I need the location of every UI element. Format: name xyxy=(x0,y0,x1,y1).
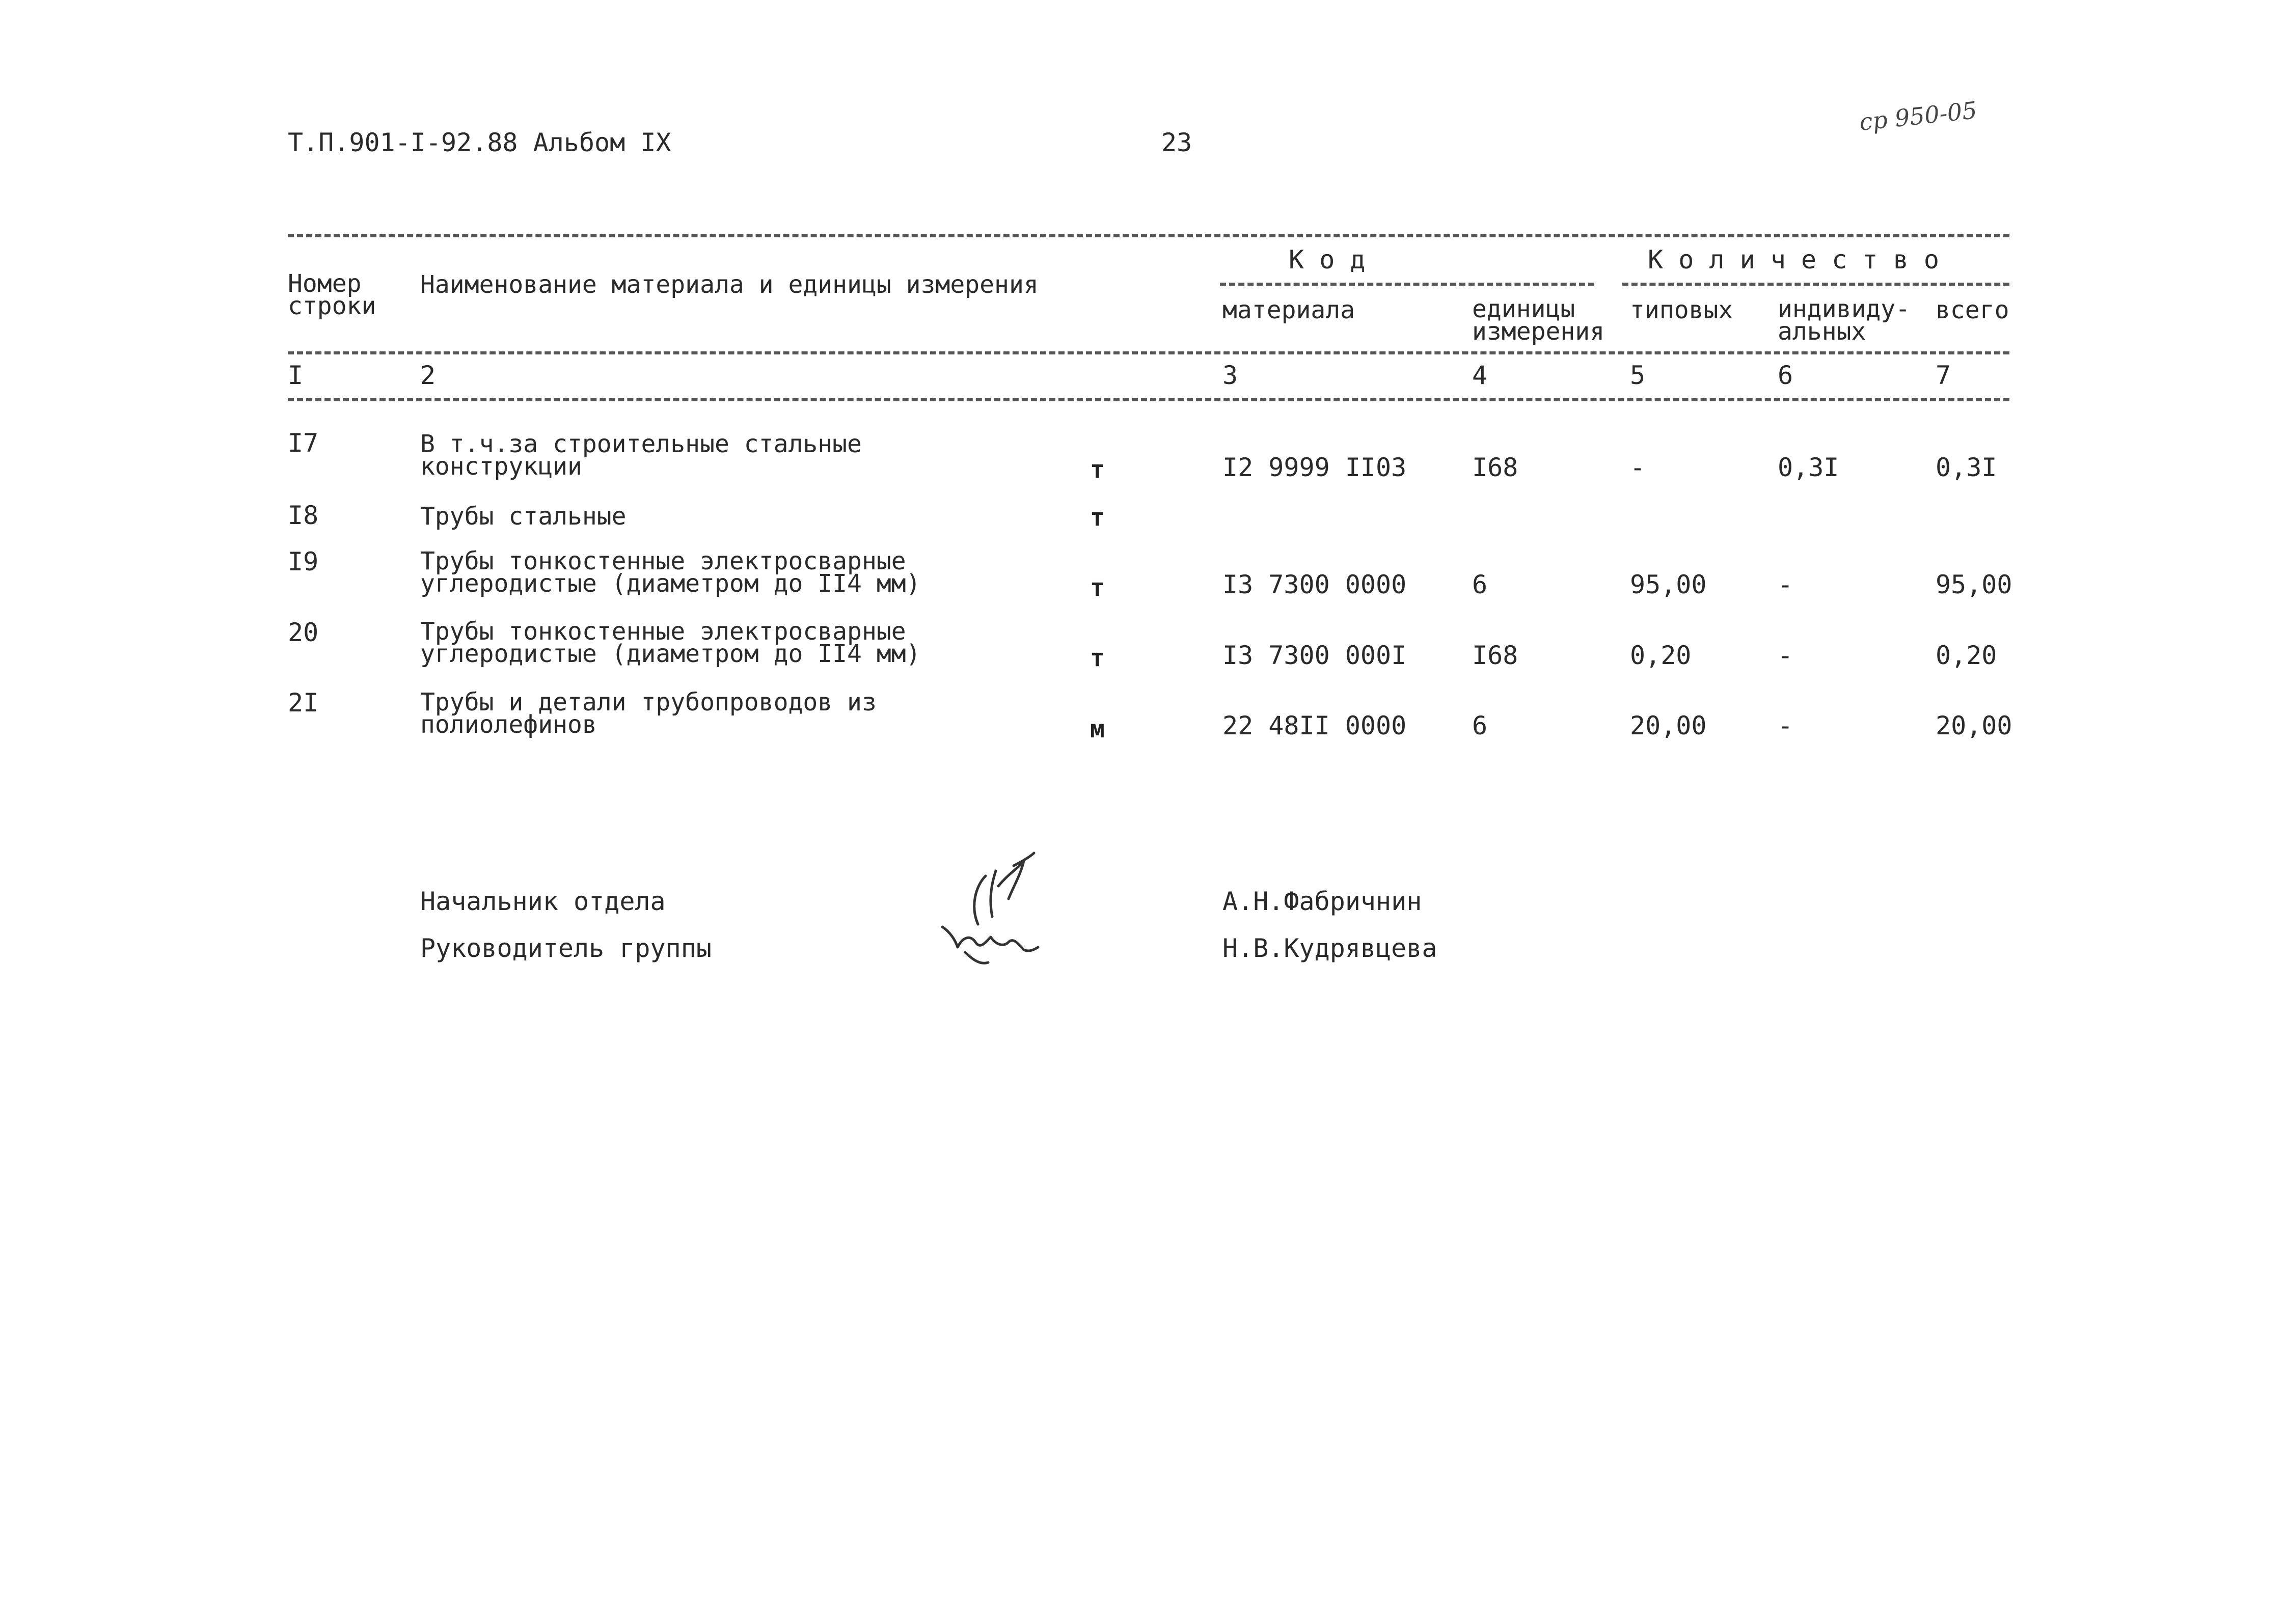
handwritten-signature-image xyxy=(927,850,1070,973)
column-number: 3 xyxy=(1222,361,1238,390)
header-qty-total: всего xyxy=(1936,296,2009,324)
row-unit: т xyxy=(1090,455,1105,484)
row-unit: т xyxy=(1090,644,1105,672)
row-total: 20,00 xyxy=(1936,711,2012,740)
header-code-unit: единицы измерения xyxy=(1472,295,1605,346)
column-number: 6 xyxy=(1778,361,1793,390)
handwritten-archive-note: ср 950-05 xyxy=(1858,96,1978,136)
row-material-code: I3 7300 0000 xyxy=(1222,570,1407,599)
row-total: 0,20 xyxy=(1936,641,1997,670)
row-typical: 20,00 xyxy=(1630,711,1707,740)
row-number: I8 xyxy=(288,501,319,530)
qty-group-rule xyxy=(1622,283,2009,286)
row-number: I9 xyxy=(288,547,319,576)
row-name: В т.ч.за строительные стальные конструкции xyxy=(420,430,862,481)
signature-name: Н.В.Кудрявцева xyxy=(1222,933,1437,963)
row-unit-code: I68 xyxy=(1472,641,1518,670)
row-material-code: I2 9999 II03 xyxy=(1222,453,1407,482)
row-unit: м xyxy=(1090,715,1105,744)
row-typical: 0,20 xyxy=(1630,641,1692,670)
row-unit-code: I68 xyxy=(1472,453,1518,482)
row-total: 0,3I xyxy=(1936,453,1997,482)
header-name: Наименование материала и единицы измерения xyxy=(420,270,1039,299)
row-number: 2I xyxy=(288,688,319,718)
row-individual: - xyxy=(1778,641,1793,670)
signature-position: Начальник отдела xyxy=(420,887,666,916)
table-top-rule xyxy=(288,234,2009,237)
code-group-rule xyxy=(1220,283,1594,286)
row-name: Трубы тонкостенные электросварные углеродистые (диаметром до II4 мм) xyxy=(420,547,921,598)
column-number: 5 xyxy=(1630,361,1646,390)
header-code-group: К о д xyxy=(1289,245,1366,274)
column-number: 2 xyxy=(420,361,436,390)
column-number: I xyxy=(288,361,304,390)
row-total: 95,00 xyxy=(1936,570,2012,599)
header-code-material: материала xyxy=(1222,296,1355,324)
row-name: Трубы и детали трубопроводов из полиолефинов xyxy=(420,688,877,739)
header-qty-individual: индивиду- альных xyxy=(1778,295,1911,346)
signature-name: А.Н.Фабричнин xyxy=(1222,887,1422,916)
row-typical: 95,00 xyxy=(1630,570,1707,599)
signature-position: Руководитель группы xyxy=(420,933,712,963)
row-individual: - xyxy=(1778,711,1793,740)
header-bottom-rule xyxy=(288,351,2009,354)
row-material-code: I3 7300 000I xyxy=(1222,641,1407,670)
row-unit: т xyxy=(1090,573,1105,602)
row-name: Трубы тонкостенные электросварные углеродистые (диаметром до II4 мм) xyxy=(420,617,921,668)
row-unit-code: 6 xyxy=(1472,570,1488,599)
row-unit: т xyxy=(1090,503,1105,532)
column-numbers-rule xyxy=(288,398,2009,401)
header-qty-group: К о л и ч е с т в о xyxy=(1648,245,1939,274)
row-unit-code: 6 xyxy=(1472,711,1488,740)
row-material-code: 22 48II 0000 xyxy=(1222,711,1407,740)
row-number: 20 xyxy=(288,618,319,647)
header-row-number: Номер строки xyxy=(288,269,376,320)
page-number: 23 xyxy=(1161,128,1192,157)
row-individual: - xyxy=(1778,570,1793,599)
column-number: 4 xyxy=(1472,361,1488,390)
row-number: I7 xyxy=(288,428,319,458)
row-name: Трубы стальные xyxy=(420,502,627,531)
column-number: 7 xyxy=(1936,361,1951,390)
row-typical: - xyxy=(1630,453,1646,482)
header-qty-typical: типовых xyxy=(1630,296,1733,324)
document-reference: Т.П.901-I-92.88 Альбом IX xyxy=(288,128,671,157)
row-individual: 0,3I xyxy=(1778,453,1839,482)
